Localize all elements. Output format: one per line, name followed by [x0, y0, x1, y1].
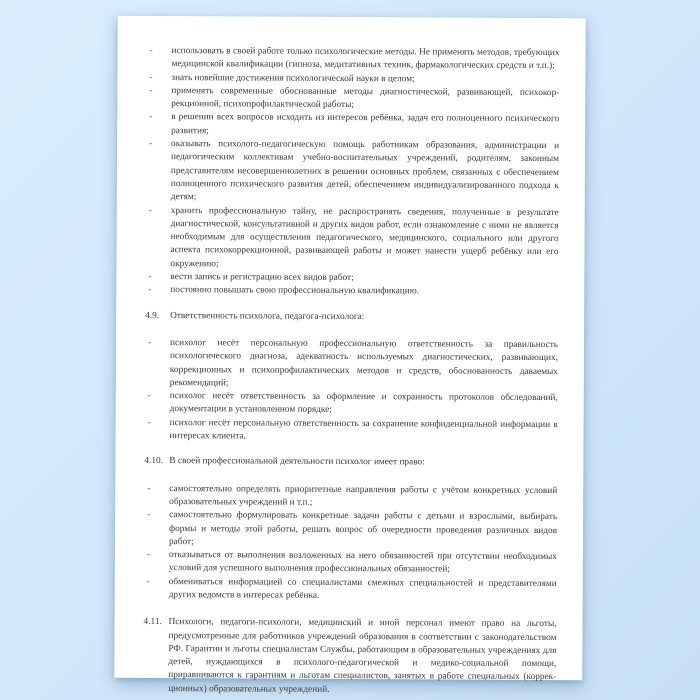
document-content [143, 45, 559, 698]
list-item [144, 576, 557, 605]
bullet-dash: - [147, 417, 151, 428]
document-page [114, 16, 585, 695]
list-item-text: вести запись и регистрацию всех видов работ; [170, 272, 354, 284]
list-item [146, 85, 559, 114]
bullet-dash: - [147, 510, 151, 521]
bullet-dash: - [147, 391, 151, 402]
section-number: 4.10. [144, 456, 164, 467]
list-item [144, 509, 557, 551]
list-item [146, 138, 559, 207]
list-item-text: знать новейшие достижения психологической науки в целом; [171, 72, 415, 84]
list-item [144, 417, 557, 446]
bullet-dash: - [148, 285, 152, 296]
bullet-dash: - [147, 483, 151, 494]
list-item-text: самостоятельно определять приоритетные направления работы с учётом конкретных условий образовательных учреждений и т.п.; [169, 483, 558, 508]
bullet-dash: - [146, 550, 151, 561]
bullet-dash: - [146, 576, 150, 587]
list-item-text: обмениваться информацией со специалистами смежных специальностей и представителями других ведомств в интересах ребёнка. [168, 576, 557, 601]
bullet-dash: - [147, 337, 152, 348]
list-item-text: психолог несёт персональную профессиональную ответственность за правильность психологического диагноза, адекватность используемых диагностических, развивающих, коррекционных и психопрофилактических методов и средств, обоснованность даваемых рекомендаций; [169, 337, 559, 389]
bullet-dash: - [149, 112, 153, 123]
bullet-dash: - [148, 271, 152, 283]
list-item [145, 337, 558, 392]
list-item [145, 390, 558, 419]
list-item [146, 45, 559, 74]
section-heading-text: Ответственность психолога, педагога-психолога: [170, 310, 365, 322]
list-item-text: психолог несёт персональную ответственность за сохранение конфиденциальной информации в интересах клиента. [169, 417, 558, 442]
bullet-dash: - [149, 85, 153, 96]
bullet-dash: - [148, 205, 152, 216]
list-item-text: самостоятельно формулировать конкретные задачи работы с детьми и взрослыми, выбирать формы и методы этой работы, решать вопрос об очередности проведения различных видов работ; [168, 510, 558, 547]
bullet-dash: - [149, 72, 153, 83]
list-item-text: психолог несёт ответственность за оформление и сохранность протоколов обследований, документации в установленном порядке; [169, 391, 558, 416]
list-item-text: хранить профессиональную тайну, не распространять сведения, полученные в результате диагностической, консультативной и других видов работ, если ознакомление с ними не является необходимым для осуществления педагогического, медицинского, социального или другого аспекта психокоррекционной, развивающей работы и может нанести ущерб ребёнку или его окружению; [170, 205, 559, 270]
list-item [144, 549, 557, 578]
list-item-text: постоянно повышать свою профессиональную квалификацию. [170, 285, 420, 297]
list-item-text: использовать в своей работе только психологические методы. Не применять методов, требующих медицинской квалификации (гипноза, медитативных техник, фармакологических средств и т.п.); [171, 46, 560, 72]
list-item-text: в решении всех вопросов исходить из интересов ребёнка, задач его полноценного психического развития; [171, 112, 560, 137]
list-item [145, 204, 558, 273]
section-heading-text: В своей профессиональной деятельности психолог имеет право: [169, 456, 425, 468]
paragraph-text: Психологи, педагоги-психологи, медицинский и иной персонал имеют право на льготы, предусмотренные для работников учреждений образования в соответствии с законодательством РФ. Гарантии и льготы специалистам Службы, работающим в образовательных учреждениях для детей, нуждающихся в психолого-педагогической и медико-социальной помощи, приравниваются к гарантиям и льготам специалистов, занятых в работе специальных (коррек-ционных) образовательных учреждений. [168, 617, 557, 695]
list-item [145, 284, 558, 299]
bullet-dash: - [149, 139, 153, 150]
section-heading-4-9 [145, 310, 558, 325]
list-item-text: отказываться от выполнения возложенных на него обязанностей при отсутствии необходимых условий для успешного выполнения профессиональных обязанностей; [168, 550, 557, 575]
list-item-text: применять современные обоснованные методы диагностической, развивающей, психокор-рекционной, психопрофилактической работы; [171, 85, 560, 111]
bullet-dash: - [149, 45, 153, 56]
section-number: 4.9. [145, 310, 160, 321]
section-heading-4-10 [144, 455, 557, 470]
list-item-text: оказывать психолого-педагогическую помощь работникам образования, администрации и педагогическим коллективам учебно-воспитательных учреждений, родителям, законным представителям несовершеннолетних в решении основных проблем, связанных с обеспечением полноценного психического развития детей, обеспечением индивидуализированного подхода к детям; [170, 139, 560, 203]
list-item [146, 111, 559, 140]
section-paragraph-4-11 [143, 616, 556, 698]
section-number: 4.11. [143, 617, 162, 628]
list-item [144, 483, 557, 512]
